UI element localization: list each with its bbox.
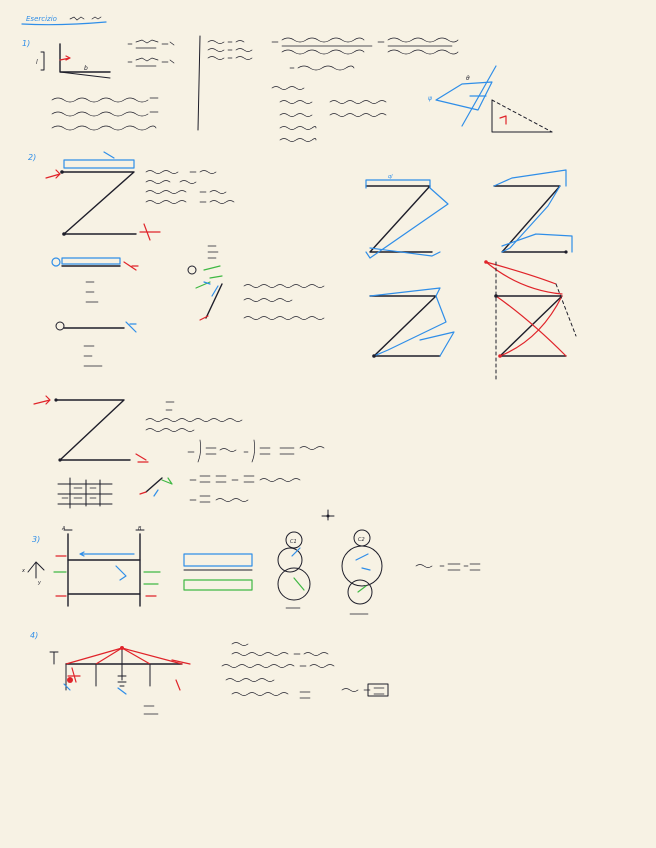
axis-2 xyxy=(322,510,334,520)
circle-c1-label: C1 xyxy=(290,539,297,545)
equations-2b xyxy=(244,285,324,320)
section-3 xyxy=(21,526,480,614)
equations-3 xyxy=(416,564,480,570)
equations-1b xyxy=(52,98,158,130)
hinge-sketch-2 xyxy=(140,478,172,496)
equations-1d xyxy=(272,38,458,70)
beam-sketch-2b xyxy=(56,322,136,366)
section-1-label: 1) xyxy=(22,39,31,48)
equations-1a xyxy=(128,40,174,66)
z-frame-2 xyxy=(34,396,148,462)
beam-diagrams-3 xyxy=(184,554,252,590)
equations-4 xyxy=(144,643,388,715)
section-2-label: 2) xyxy=(28,153,37,162)
z-diagram-bottom-right xyxy=(484,260,576,380)
equations-2c xyxy=(146,402,324,502)
section-2 xyxy=(28,152,576,380)
circle-diagram-c2 xyxy=(342,530,382,614)
svg-text:ql: ql xyxy=(388,174,393,180)
truss-4 xyxy=(50,646,190,694)
svg-text:θ: θ xyxy=(466,75,470,82)
z-frame-main xyxy=(46,152,160,240)
circle-c2-label: C2 xyxy=(358,537,365,543)
circle-diagram-c1 xyxy=(278,532,310,608)
section-4-label: 4) xyxy=(30,631,39,640)
section-1-divider xyxy=(198,36,200,130)
svg-text:ψ: ψ xyxy=(428,95,432,102)
equations-1e xyxy=(272,87,386,142)
z-diagram-top-left xyxy=(366,174,448,258)
beam-sketch-2a xyxy=(52,258,138,302)
header-title: Esercizio xyxy=(26,15,57,23)
frame-height-label: l xyxy=(36,59,38,66)
support-b-label: B xyxy=(138,526,142,532)
equations-2a xyxy=(146,171,234,204)
equations-1c xyxy=(208,41,252,60)
axis-y-label: y xyxy=(38,580,41,586)
rotation-diagram-1 xyxy=(428,66,552,132)
z-diagram-top-right xyxy=(494,170,572,254)
section-4 xyxy=(30,631,388,714)
support-a-label: A xyxy=(62,526,66,532)
frame-3 xyxy=(54,526,160,606)
page-header xyxy=(22,15,106,25)
section-1 xyxy=(22,36,552,142)
table-2 xyxy=(58,478,112,508)
frame-base-label: b xyxy=(84,65,88,72)
coordinate-axes-3 xyxy=(21,562,44,586)
node-equilibrium-2 xyxy=(188,246,222,320)
z-diagram-bottom-left xyxy=(370,288,454,358)
section-3-label: 3) xyxy=(32,535,41,544)
frame-sketch-1 xyxy=(36,44,110,78)
axis-x-label: x xyxy=(22,568,25,574)
section-2-continued xyxy=(34,396,334,520)
